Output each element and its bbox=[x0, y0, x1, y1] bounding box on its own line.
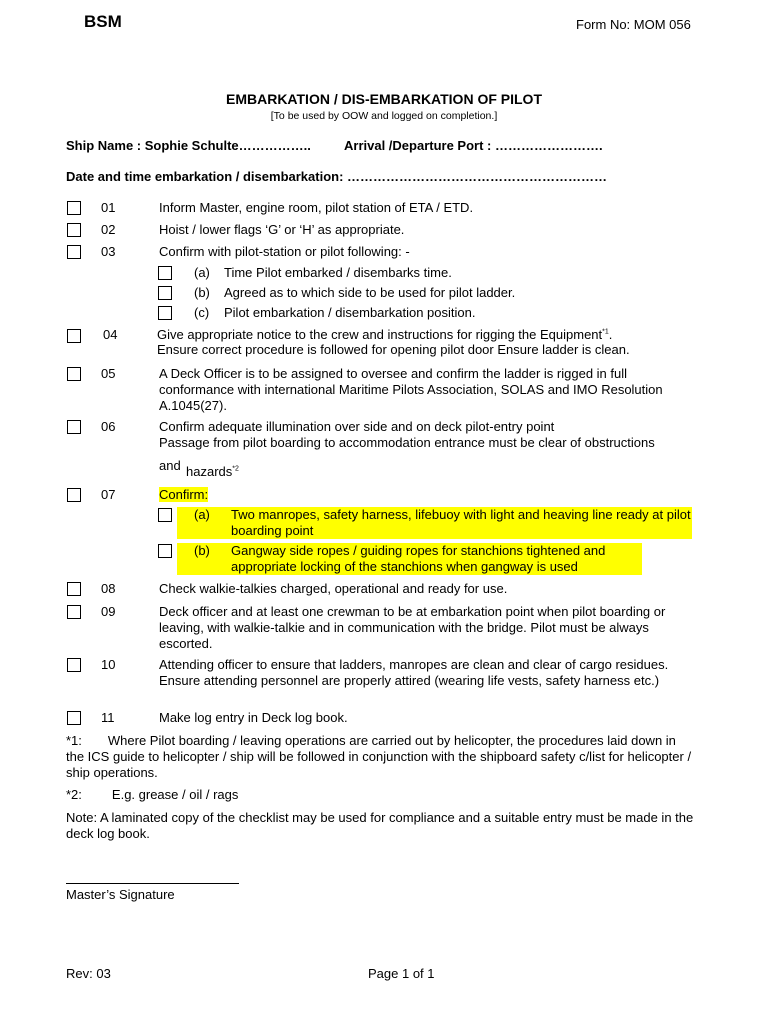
item-text: Inform Master, engine room, pilot station of ETA / ETD. bbox=[159, 200, 474, 215]
compliance-note: Note: A laminated copy of the checklist may be used for compliance and a suitable entry must be made in the deck log book. bbox=[66, 810, 694, 841]
footnote-text: E.g. grease / oil / rags bbox=[111, 787, 239, 802]
subitem-text: Gangway side ropes / guiding ropes for stanchions tightened and appropriate locking of the stanchions when gangway is used bbox=[231, 543, 606, 574]
page-subtitle: [To be used by OOW and logged on completion.] bbox=[270, 110, 498, 122]
item-text-line: and bbox=[159, 458, 181, 473]
datetime-field: Date and time embarkation / disembarkation: …………………………………………………… bbox=[66, 169, 608, 184]
checkbox-08[interactable] bbox=[67, 582, 81, 596]
signature-line bbox=[66, 883, 239, 884]
ship-name-field: Ship Name : Sophie Schulte…………….. bbox=[66, 138, 311, 153]
footnote-ref: *1 bbox=[602, 328, 609, 336]
item-number: 09 bbox=[101, 604, 116, 619]
checkbox-07[interactable] bbox=[67, 488, 81, 502]
item-text-line: Give appropriate notice to the crew and instructions for rigging the Equipment bbox=[157, 327, 603, 342]
checkbox-09[interactable] bbox=[67, 605, 81, 619]
item-text-line: Passage from pilot boarding to accommodation entrance must be clear of obstructions bbox=[159, 435, 655, 450]
port-field: Arrival /Departure Port : ……………………. bbox=[344, 138, 603, 153]
page-title: EMBARKATION / DIS-EMBARKATION OF PILOT bbox=[225, 91, 543, 107]
item-text: A Deck Officer is to be assigned to oversee and confirm the ladder is rigged in full conformance with international Maritime Pilots Association, SOLAS and IMO Resolution A.1045(27). bbox=[159, 366, 663, 413]
form-number: Form No: MOM 056 bbox=[576, 17, 691, 32]
checkbox-10[interactable] bbox=[67, 658, 81, 672]
signature-label: Master’s Signature bbox=[66, 887, 175, 902]
footnote-ref: *2 bbox=[232, 465, 239, 473]
checkbox-03c[interactable] bbox=[158, 306, 172, 320]
item-number: 11 bbox=[101, 710, 115, 725]
item-number: 07 bbox=[101, 487, 116, 502]
subitem-text: Time Pilot embarked / disembarks time. bbox=[224, 265, 452, 280]
item-number: 05 bbox=[101, 366, 116, 381]
checkbox-07a[interactable] bbox=[158, 508, 172, 522]
item-number: 06 bbox=[101, 419, 116, 434]
company-logo: BSM bbox=[84, 12, 122, 31]
item-text-punct: . bbox=[608, 327, 613, 342]
footnote-label: *2: bbox=[66, 787, 82, 802]
item-text bbox=[159, 419, 719, 451]
checkbox-01[interactable] bbox=[67, 201, 81, 215]
item-text-line bbox=[186, 464, 239, 479]
subitem-letter: (a) bbox=[194, 507, 210, 522]
item-text: Confirm: bbox=[159, 487, 209, 502]
item-number: 03 bbox=[101, 244, 116, 259]
item-text-line: Confirm adequate illumination over side and on deck pilot-entry point bbox=[159, 419, 555, 434]
checkbox-03a[interactable] bbox=[158, 266, 172, 280]
checkbox-05[interactable] bbox=[67, 367, 81, 381]
subitem-letter: (b) bbox=[194, 285, 210, 300]
item-text: Make log entry in Deck log book. bbox=[159, 710, 348, 725]
item-number: 01 bbox=[101, 200, 116, 215]
checkbox-04[interactable] bbox=[67, 329, 81, 343]
checkbox-03[interactable] bbox=[67, 245, 81, 259]
item-text-word: hazards bbox=[186, 464, 233, 479]
checkbox-11[interactable] bbox=[67, 711, 81, 725]
footnote-1 bbox=[66, 733, 696, 781]
item-number: 08 bbox=[101, 581, 116, 596]
item-text bbox=[157, 327, 702, 357]
subitem-letter: (c) bbox=[194, 305, 210, 320]
item-number: 04 bbox=[103, 327, 118, 342]
footnote-label: *1: bbox=[66, 733, 82, 748]
footnote-text: Where Pilot boarding / leaving operations are carried out by helicopter, the procedures laid down in the ICS guide to helicopter / ship will be followed in conjunction with the shipboard safety c/list for helicopter / ship operations. bbox=[66, 733, 692, 780]
item-text: Hoist / lower flags ‘G’ or ‘H’ as appropriate. bbox=[159, 222, 405, 237]
checkbox-03b[interactable] bbox=[158, 286, 172, 300]
item-number: 10 bbox=[101, 657, 116, 672]
revision: Rev: 03 bbox=[66, 966, 111, 981]
item-text: Check walkie-talkies charged, operational and ready for use. bbox=[159, 581, 508, 596]
item-text: Attending officer to ensure that ladders, manropes are clean and clear of cargo residues. Ensure attending personnel are properly attired (wearing life vests, safety harness etc.) bbox=[159, 657, 669, 688]
checkbox-02[interactable] bbox=[67, 223, 81, 237]
subitem-text: Two manropes, safety harness, lifebuoy with light and heaving line ready at pilot boarding point bbox=[231, 507, 691, 538]
item-text: Deck officer and at least one crewman to be at embarkation point when pilot boarding or leaving, with walkie-talkie and in communication with the bridge. Pilot must be always escorted. bbox=[159, 604, 666, 651]
checkbox-06[interactable] bbox=[67, 420, 81, 434]
item-number: 02 bbox=[101, 222, 116, 237]
subitem-text: Pilot embarkation / disembarkation position. bbox=[224, 305, 476, 320]
page-number: Page 1 of 1 bbox=[368, 966, 435, 981]
item-text-line: Ensure correct procedure is followed for opening pilot door Ensure ladder is clean. bbox=[157, 342, 630, 357]
subitem-letter: (a) bbox=[194, 265, 210, 280]
item-text: Confirm with pilot-station or pilot following: - bbox=[159, 244, 410, 259]
subitem-text: Agreed as to which side to be used for pilot ladder. bbox=[224, 285, 516, 300]
subitem-letter: (b) bbox=[194, 543, 210, 558]
checkbox-07b[interactable] bbox=[158, 544, 172, 558]
footnote-2 bbox=[66, 787, 238, 802]
